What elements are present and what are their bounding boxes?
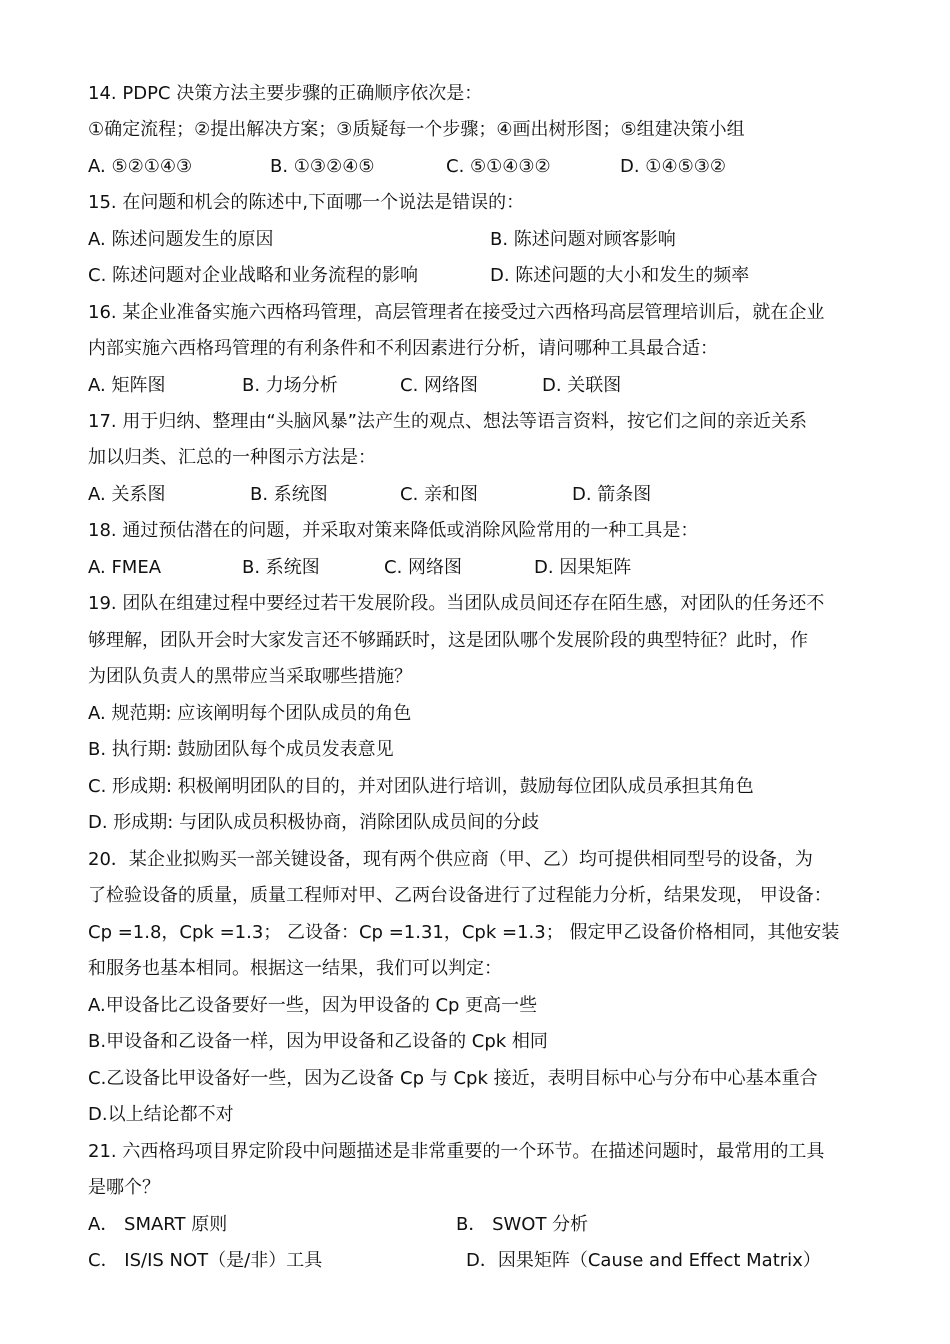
q20-option-a: A.甲设备比乙设备要好一些，因为甲设备的 Cp 更高一些 xyxy=(88,995,538,1016)
q19-option-d: D. 形成期: 与团队成员积极协商，消除团队成员间的分歧 xyxy=(88,812,540,833)
q16-option-d: D. 关联图 xyxy=(542,375,622,396)
q20-stem-line-4: 和服务也基本相同。根据这一结果，我们可以判定： xyxy=(88,958,502,979)
q16-option-a: A. 矩阵图 xyxy=(88,375,166,396)
q18-option-c: C. 网络图 xyxy=(384,557,463,578)
q14-stem: 14. PDPC 决策方法主要步骤的正确顺序依次是： xyxy=(88,83,483,104)
q19-option-b: B. 执行期: 鼓励团队每个成员发表意见 xyxy=(88,739,394,760)
q19-stem-line-1: 19. 团队在组建过程中要经过若干发展阶段。当团队成员间还存在陌生感，对团队的任务还不 xyxy=(88,593,825,614)
q16-option-b: B. 力场分析 xyxy=(242,375,338,396)
q18-option-b: B. 系统图 xyxy=(242,557,320,578)
q20-stem-line-2: 了检验设备的质量，质量工程师对甲、乙两台设备进行了过程能力分析，结果发现， 甲设备： xyxy=(88,885,832,906)
q20-option-c: C.乙设备比甲设备好一些，因为乙设备 Cp 与 Cpk 接近，表明目标中心与分布中心基本重合 xyxy=(88,1068,818,1089)
q14-steps: ①确定流程；②提出解决方案；③质疑每一个步骤；④画出树形图；⑤组建决策小组 xyxy=(88,119,745,140)
q17-option-d: D. 箭条图 xyxy=(572,484,652,505)
q15-option-a: A. 陈述问题发生的原因 xyxy=(88,229,274,250)
q14-option-b: B. ①③②④⑤ xyxy=(270,156,375,177)
q17-stem-line-1: 17. 用于归纳、整理由“头脑风暴”法产生的观点、想法等语言资料，按它们之间的亲近关系 xyxy=(88,411,807,432)
q17-option-b: B. 系统图 xyxy=(250,484,328,505)
q21-stem-line-1: 21. 六西格玛项目界定阶段中问题描述是非常重要的一个环节。在描述问题时，最常用的工具 xyxy=(88,1141,825,1162)
q20-stem-line-3: Cp =1.8，Cpk =1.3； 乙设备：Cp =1.31，Cpk =1.3； 假定甲乙设备价格相同，其他安装 xyxy=(88,922,840,943)
q20-option-b: B.甲设备和乙设备一样，因为甲设备和乙设备的 Cpk 相同 xyxy=(88,1031,548,1052)
q19-stem-line-2: 够理解，团队开会时大家发言还不够踊跃时，这是团队哪个发展阶段的典型特征？此时，作 xyxy=(88,630,808,651)
q16-stem-line-2: 内部实施六西格玛管理的有利条件和不利因素进行分析，请问哪种工具最合适： xyxy=(88,338,718,359)
q15-option-b: B. 陈述问题对顾客影响 xyxy=(490,229,676,250)
q19-stem-line-3: 为团队负责人的黑带应当采取哪些措施？ xyxy=(88,666,412,687)
q17-stem-line-2: 加以归类、汇总的一种图示方法是： xyxy=(88,447,376,468)
q21-option-a: A． SMART 原则 xyxy=(88,1214,228,1235)
q20-stem-line-1: 20．某企业拟购买一部关键设备，现有两个供应商（甲、乙）均可提供相同型号的设备，为 xyxy=(88,849,813,870)
q14-option-c: C. ⑤①④③② xyxy=(446,156,551,177)
q18-option-a: A. FMEA xyxy=(88,557,162,578)
q21-option-c: C． IS/IS NOT（是/非）工具 xyxy=(88,1250,323,1271)
q21-option-d: D．因果矩阵（Cause and Effect Matrix） xyxy=(466,1250,821,1271)
q17-option-c: C. 亲和图 xyxy=(400,484,479,505)
q16-option-c: C. 网络图 xyxy=(400,375,479,396)
q18-stem: 18. 通过预估潜在的问题，并采取对策来降低或消除风险常用的一种工具是： xyxy=(88,520,699,541)
q14-option-a: A. ⑤②①④③ xyxy=(88,156,193,177)
q15-option-c: C. 陈述问题对企业战略和业务流程的影响 xyxy=(88,265,419,286)
q18-option-d: D. 因果矩阵 xyxy=(534,557,632,578)
q20-option-d: D.以上结论都不对 xyxy=(88,1104,234,1125)
q19-option-a: A. 规范期: 应该阐明每个团队成员的角色 xyxy=(88,703,412,724)
q15-stem: 15. 在问题和机会的陈述中,下面哪一个说法是错误的： xyxy=(88,192,525,213)
q17-option-a: A. 关系图 xyxy=(88,484,166,505)
q14-option-d: D. ①④⑤③② xyxy=(620,156,726,177)
q21-option-b: B． SWOT 分析 xyxy=(456,1214,589,1235)
q21-stem-line-2: 是哪个？ xyxy=(88,1177,160,1198)
q16-stem-line-1: 16. 某企业准备实施六西格玛管理，高层管理者在接受过六西格玛高层管理培训后，就在企业 xyxy=(88,302,825,323)
q15-option-d: D. 陈述问题的大小和发生的频率 xyxy=(490,265,750,286)
q19-option-c: C. 形成期: 积极阐明团队的目的，并对团队进行培训，鼓励每位团队成员承担其角色 xyxy=(88,776,754,797)
